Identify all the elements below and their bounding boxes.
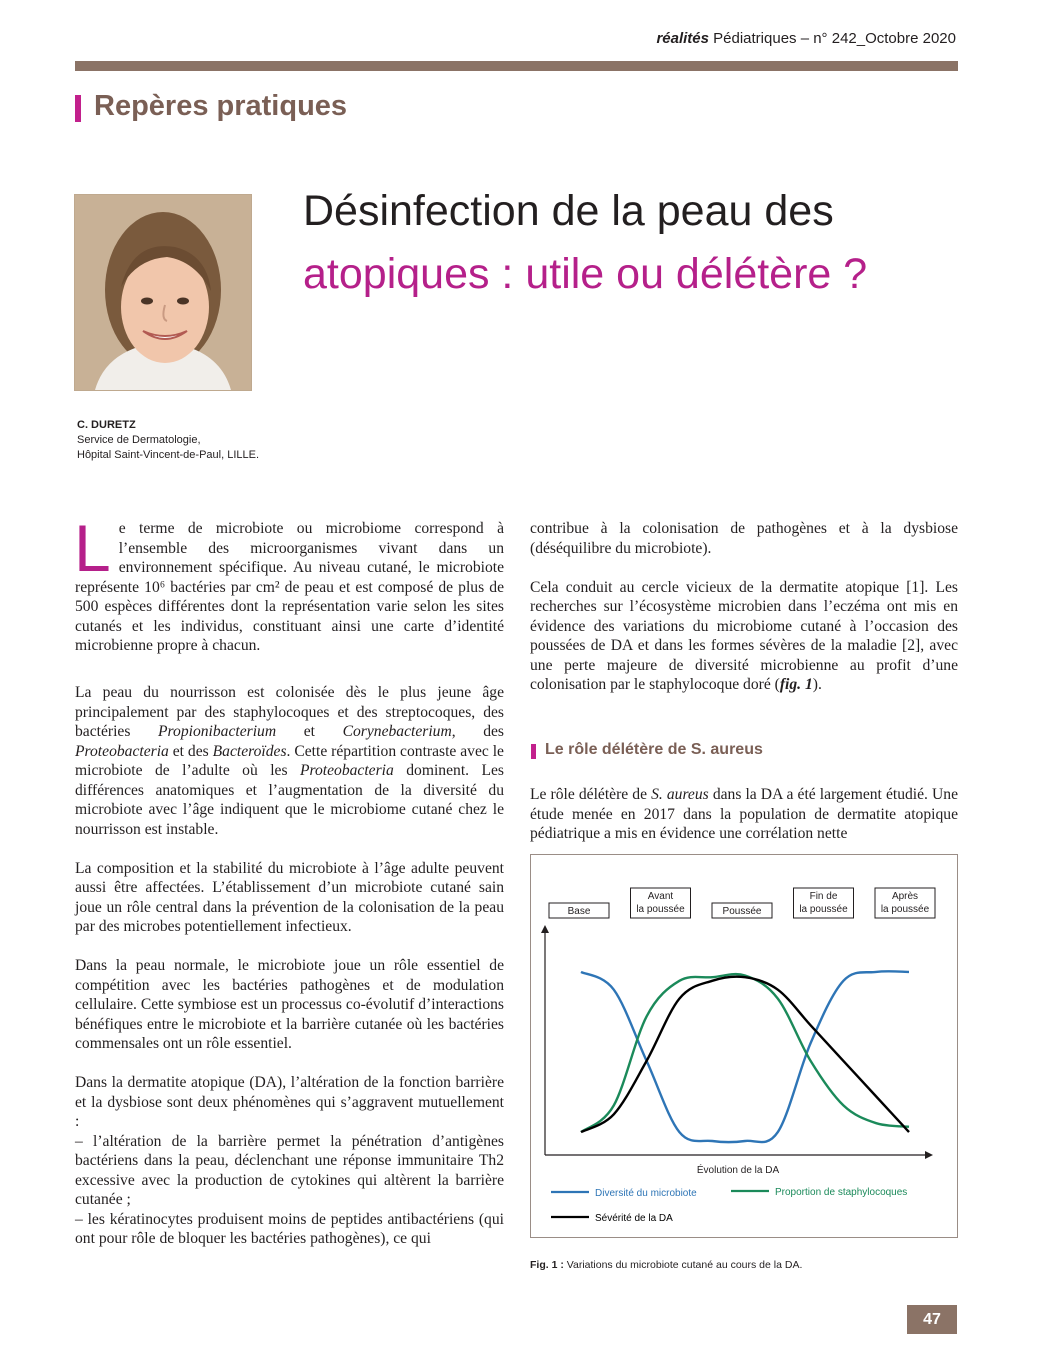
author-photo bbox=[74, 194, 252, 391]
section-title: Repères pratiques bbox=[94, 90, 348, 122]
phase-label: Avant bbox=[647, 891, 674, 902]
italic-term: Corynebacterium bbox=[342, 723, 452, 740]
journal-header bbox=[540, 30, 956, 47]
journal-issue: Pédiatriques – n° 242_Octobre 2020 bbox=[708, 30, 956, 47]
subhead-marker bbox=[531, 744, 536, 759]
figure-1 bbox=[530, 854, 958, 1238]
author-block bbox=[77, 418, 259, 463]
paragraph-5 bbox=[75, 1073, 504, 1249]
microbiote-chart bbox=[531, 855, 957, 1237]
paragraph-5-lead: Dans la dermatite atopique (DA), l’altération de la fonction barrière et la dysbiose sont deux phénomènes qui s’aggravent mutuellement : bbox=[75, 1074, 504, 1130]
phase-label: la poussée bbox=[799, 904, 848, 915]
phase-label: la poussée bbox=[636, 904, 685, 915]
column-1 bbox=[75, 683, 504, 1249]
phase-label: Fin de bbox=[809, 891, 838, 902]
article-title-line2: atopiques : utile ou délétère ? bbox=[303, 250, 868, 298]
col2-paragraph-2 bbox=[530, 578, 958, 695]
text-run: dominent. Les différences anatomiques et l’augmentation de la diversité du microbiote avec l’âge indiquent que le microbiome cutané chez le nourrisson est instable. bbox=[75, 762, 504, 838]
col2-paragraph-1: contribue à la colonisation de pathogènes et à la dysbiose (déséquilibre du microbiote). bbox=[530, 520, 958, 557]
paragraph-4: Dans la peau normale, le microbiote joue un rôle essentiel de compétition avec les bactéries pathogènes et de modulation cellulaire. Cette symbiose est un processus co-évolutif d’interactions bénéfiques entre le microbiote et la barrière cutanée où les bactéries commensales ont un rôle essentiel. bbox=[75, 957, 504, 1052]
column-2-top bbox=[530, 519, 958, 714]
paragraph-5-item-1: – l’altération de la barrière permet la pénétration d’antigènes bactériens dans la peau, déclenchant une réponse immunitaire Th2 excessive avec la production de cytokines qui altèrent la barrière cutanée ; bbox=[75, 1132, 504, 1208]
figure-caption bbox=[530, 1259, 802, 1271]
paragraph-2 bbox=[75, 683, 504, 839]
series-line-1 bbox=[581, 974, 909, 1132]
page-number: 47 bbox=[907, 1305, 957, 1334]
author-affiliation-2: Hôpital Saint-Vincent-de-Paul, LILLE. bbox=[77, 449, 260, 461]
text-run: ). bbox=[812, 676, 822, 693]
article-title-line1: Désinfection de la peau des bbox=[303, 187, 834, 235]
section-marker bbox=[75, 95, 81, 122]
col2-paragraph-3 bbox=[530, 785, 958, 844]
journal-brand: réalités bbox=[656, 30, 709, 47]
figure-caption-label: Fig. 1 : bbox=[530, 1259, 564, 1271]
legend-label: Sévérité de la DA bbox=[595, 1213, 673, 1224]
text-run: . Cette répartition contraste avec le microbiote de l’adulte où les bbox=[75, 742, 504, 779]
text-run: dans la DA a été largement étudié. Une étude menée en 2017 dans la population de dermatite atopique pédiatrique a mis en évidence une corrélation nette bbox=[530, 786, 959, 842]
phase-label: Poussée bbox=[722, 906, 762, 917]
intro-text: e terme de microbiote ou microbiome correspond à l’ensemble des microorganismes vivant dans un environnement spécifique. Au niveau cutané, le microbiote représente 10⁶ bactéries par cm² de peau et est composé de plus de 500 espèces différentes dont la représentation varie selon les sites cutanés et les individus, constituant ainsi une carte d’identité microbienne propre à chacun. bbox=[75, 520, 504, 654]
author-portrait-image bbox=[75, 195, 251, 390]
figure-caption-text: Variations du microbiote cutané au cours de la DA. bbox=[563, 1259, 803, 1271]
text-run: Le rôle délétère de bbox=[530, 786, 652, 803]
y-axis-arrow bbox=[541, 925, 549, 933]
column-2-bottom bbox=[530, 785, 958, 863]
subheading: Le rôle délétère de S. aureus bbox=[545, 741, 763, 758]
x-axis-arrow bbox=[925, 1151, 933, 1159]
italic-term: S. aureus bbox=[651, 786, 709, 803]
author-affiliation-1: Service de Dermatologie, bbox=[77, 434, 201, 446]
phase-label: Après bbox=[891, 891, 919, 902]
phase-label: la poussée bbox=[880, 904, 930, 915]
paragraph-5-item-2: – les kératinocytes produisent moins de peptides antibactériens (qui ont pour rôle de bloquer les bactéries pathogènes), ce qui bbox=[75, 1210, 504, 1247]
figure-reference: fig. 1 bbox=[779, 676, 813, 693]
italic-term: Proteobacteria bbox=[75, 742, 169, 760]
x-axis-label: Évolution de la DA bbox=[696, 1165, 780, 1176]
legend-label: Diversité du microbiote bbox=[595, 1188, 697, 1199]
text-run: , des bbox=[451, 723, 504, 740]
text-run: Cela conduit au cercle vicieux de la dermatite atopique [1]. Les recherches sur l’écosystème microbien dans l’eczéma ont mis en évidence des variations du microbiome cutané à l’occasion des poussées de DA et dans les formes sévères de la maladie [2], avec une perte majeure de diversité microbienne au profit d’une colonisation par le staphylocoque doré ( bbox=[530, 578, 958, 693]
italic-term: Bacteroïdes bbox=[212, 742, 287, 760]
author-name: C. DURETZ bbox=[77, 419, 136, 431]
italic-term: Proteobacteria bbox=[299, 762, 394, 779]
phase-label: Base bbox=[567, 906, 591, 917]
intro-paragraph bbox=[74, 511, 504, 656]
text-run: La peau du nourrisson est colonisée dès le plus jeune âge principalement par des staphylocoques et des streptocoques, des bactéries bbox=[75, 684, 504, 740]
legend-label: Proportion de staphylocoques bbox=[775, 1187, 908, 1198]
paragraph-3: La composition et la stabilité du microbiote à l’âge adulte peuvent aussi être affectées. L’établissement d’un microbiote cutané sain joue un rôle central dans la prévention de la colonisation de la peau par des microbes potentiellement infectieux. bbox=[75, 859, 504, 935]
series-line-2 bbox=[581, 977, 909, 1132]
text-run: et bbox=[276, 723, 343, 740]
text-run: et des bbox=[168, 742, 213, 760]
drop-cap: L bbox=[74, 511, 111, 585]
italic-term: Propionibacterium bbox=[158, 723, 277, 740]
header-rule bbox=[75, 61, 958, 71]
